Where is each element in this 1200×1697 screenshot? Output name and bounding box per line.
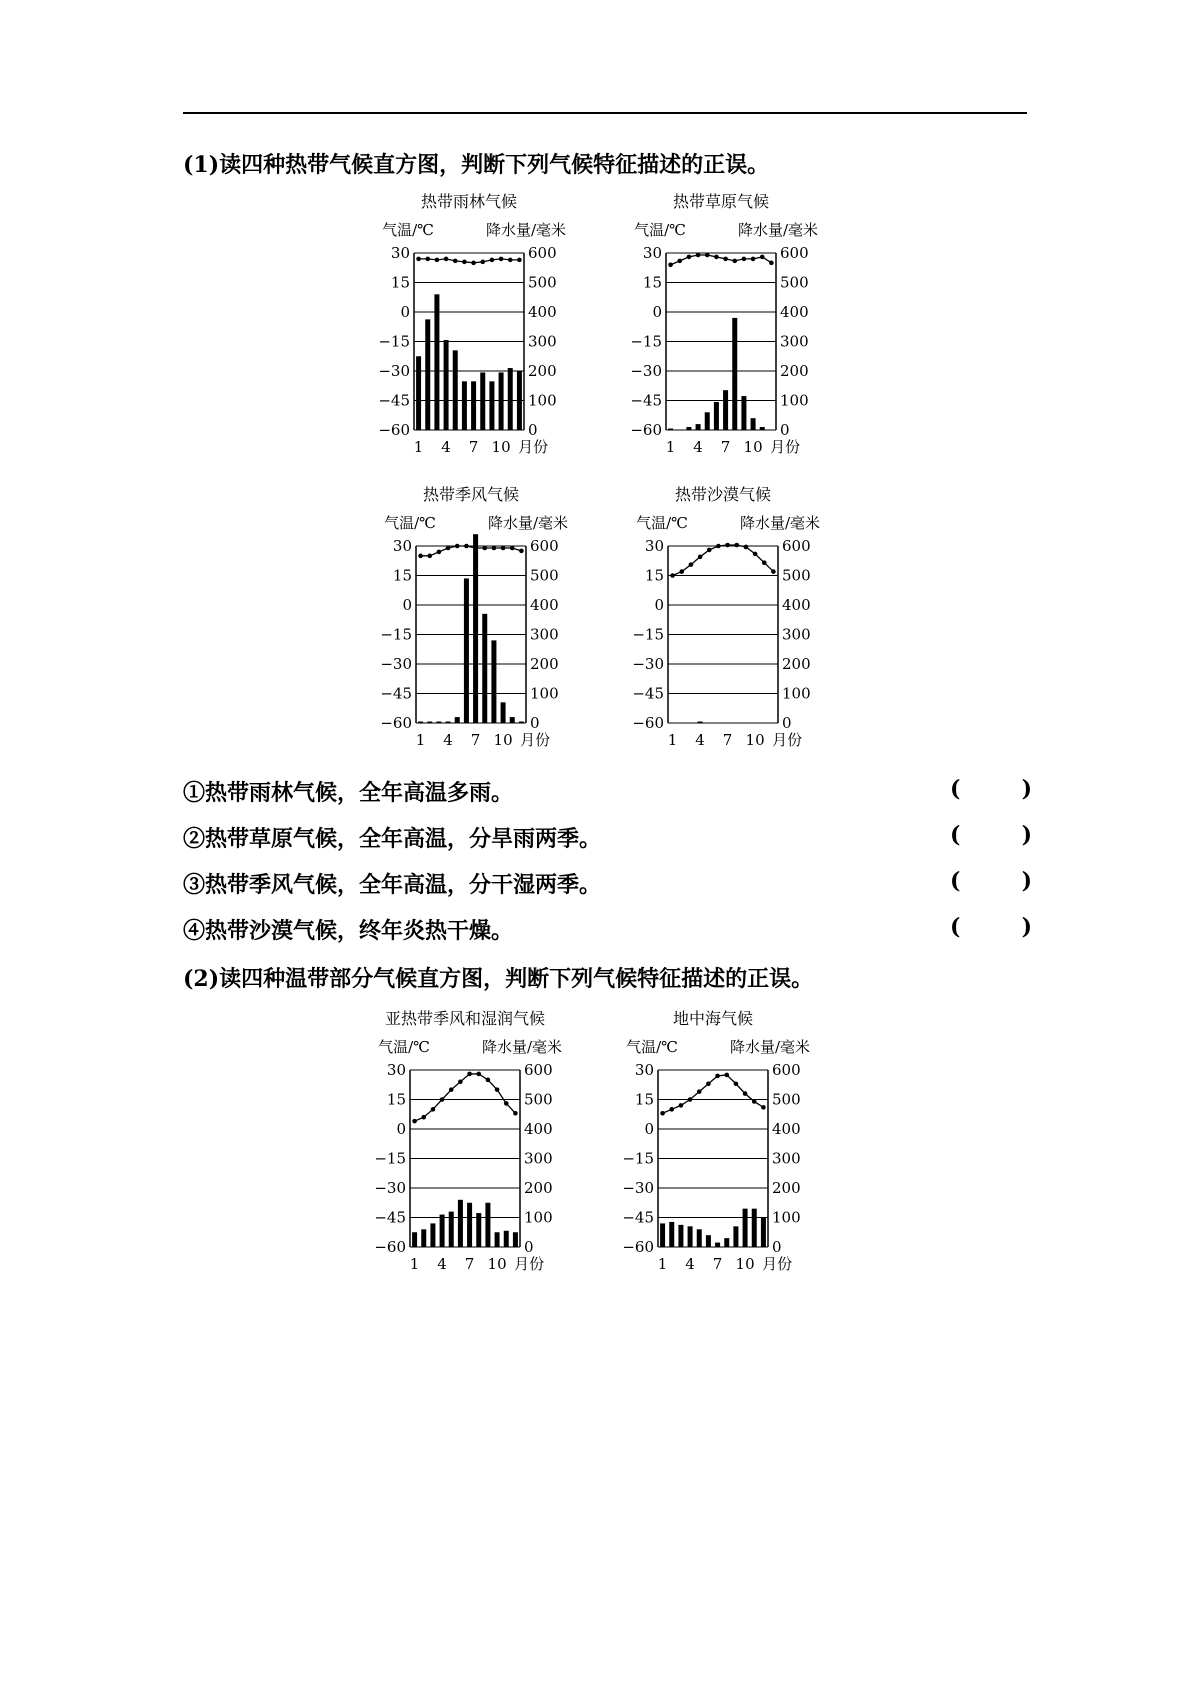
precip-tick-label: 100 <box>782 684 811 703</box>
temp-point <box>504 1101 509 1106</box>
precip-bar <box>723 390 728 430</box>
temp-tick-label: −60 <box>630 421 662 439</box>
precip-tick-label: 600 <box>780 244 809 262</box>
precip-bar <box>436 722 441 723</box>
precip-bar <box>733 1226 738 1247</box>
precip-bar <box>416 356 421 430</box>
precip-tick-label: 200 <box>772 1179 801 1197</box>
precip-tick-label: 0 <box>528 421 538 439</box>
precip-bar <box>705 412 710 430</box>
chart-subtropical-monsoon-humid <box>372 1010 562 1280</box>
temp-point <box>706 1081 711 1086</box>
temp-tick-label: −30 <box>378 362 410 380</box>
temp-point <box>464 544 469 549</box>
temp-point <box>697 1089 702 1094</box>
precip-bar <box>434 294 439 430</box>
precip-tick-label: 200 <box>524 1179 553 1197</box>
chart-title: 亚热带季风和湿润气候 <box>384 1009 546 1028</box>
temp-tick-label: −30 <box>622 1179 654 1197</box>
temp-point <box>412 1119 417 1124</box>
precip-bar <box>698 722 703 723</box>
precip-bar <box>462 381 467 430</box>
temp-point <box>753 552 758 557</box>
chart-title: 地中海气候 <box>672 1009 754 1028</box>
precip-bar <box>752 1209 757 1247</box>
temp-point <box>440 1097 445 1102</box>
temp-point <box>431 1107 436 1112</box>
precip-bar <box>688 1226 693 1247</box>
month-tick-label: 7 <box>712 1255 723 1273</box>
temp-tick-label: −15 <box>632 625 664 644</box>
temp-point <box>669 1107 674 1112</box>
temp-point <box>458 1080 463 1085</box>
precip-tick-label: 400 <box>524 1120 553 1138</box>
top-rule <box>183 112 1027 114</box>
temp-point <box>715 1074 720 1079</box>
precip-tick-label: 300 <box>772 1149 801 1168</box>
precip-bar <box>453 350 458 430</box>
temp-point <box>455 544 460 549</box>
precip-bar <box>519 722 524 723</box>
temp-tick-label: −60 <box>380 714 412 732</box>
temp-point <box>467 1072 472 1077</box>
temp-point <box>416 257 421 262</box>
temp-point <box>418 554 423 559</box>
temp-axis-label: 气温/℃ <box>378 1038 430 1056</box>
temp-point <box>762 560 767 565</box>
precip-tick-label: 600 <box>772 1061 801 1079</box>
temp-tick-label: 15 <box>644 566 664 585</box>
temp-point <box>723 257 728 262</box>
month-tick-label: 7 <box>468 438 479 456</box>
precip-bar <box>455 717 460 723</box>
month-tick-label: 4 <box>685 1255 695 1273</box>
temp-tick-label: −30 <box>630 362 662 380</box>
temp-tick-label: 30 <box>386 1061 406 1079</box>
precip-bar <box>696 424 701 430</box>
chart-title: 热带沙漠气候 <box>674 485 772 504</box>
temp-tick-label: −30 <box>374 1179 406 1197</box>
temp-point <box>519 549 524 554</box>
temp-line <box>419 259 520 263</box>
chart-tropical-desert <box>630 486 820 756</box>
temp-tick-label: 15 <box>390 273 410 292</box>
month-tick-label: 10 <box>487 1255 507 1273</box>
precip-tick-label: 500 <box>780 273 809 292</box>
temp-point <box>501 546 506 551</box>
temp-line <box>415 1074 516 1121</box>
temp-tick-label: 0 <box>652 303 662 321</box>
precip-bar <box>715 1243 720 1247</box>
chart-title: 热带季风气候 <box>422 485 520 504</box>
month-tick-label: 4 <box>695 731 705 749</box>
temp-line <box>663 1075 764 1113</box>
temp-point <box>492 546 497 551</box>
answer-blank-1[interactable]: ( ) <box>950 776 1033 802</box>
month-tick-label: 1 <box>667 731 678 749</box>
precip-bar <box>473 534 478 723</box>
statement-4: ④热带沙漠气候，终年炎热干燥。 <box>183 918 514 944</box>
temp-tick-label: −15 <box>378 332 410 351</box>
precip-bar <box>510 717 515 723</box>
precip-bar <box>495 1232 500 1247</box>
temp-point <box>760 255 765 260</box>
temp-point <box>716 544 721 549</box>
temp-axis-label: 气温/℃ <box>384 514 436 532</box>
month-tick-label: 10 <box>491 438 511 456</box>
temp-point <box>724 1073 729 1078</box>
precip-axis-label: 降水量/毫米 <box>481 1038 563 1056</box>
precip-bar <box>440 1215 445 1247</box>
temp-point <box>705 253 710 258</box>
precip-tick-label: 100 <box>524 1208 553 1227</box>
precip-bar <box>504 1231 509 1247</box>
chart-tropical-monsoon <box>378 486 568 756</box>
temp-tick-label: −60 <box>622 1238 654 1256</box>
temp-tick-label: 30 <box>392 537 412 555</box>
precip-tick-label: 0 <box>780 421 790 439</box>
month-tick-label: 10 <box>735 1255 755 1273</box>
chart-mediterranean <box>620 1010 810 1280</box>
precip-tick-label: 300 <box>528 332 557 351</box>
precip-bar <box>678 1225 683 1247</box>
precip-tick-label: 600 <box>528 244 557 262</box>
precip-axis-label: 降水量/毫米 <box>487 514 569 532</box>
temp-point <box>771 569 776 574</box>
temp-point <box>660 1111 665 1116</box>
temp-tick-label: −15 <box>374 1149 406 1168</box>
temp-line <box>673 545 774 575</box>
temp-point <box>670 573 675 578</box>
section1-heading: (1)读四种热带气候直方图，判断下列气候特征描述的正误。 <box>183 152 770 178</box>
precip-bar <box>458 1200 463 1247</box>
temp-axis-label: 气温/℃ <box>382 221 434 239</box>
temp-point <box>688 1097 693 1102</box>
precip-tick-label: 500 <box>524 1090 553 1109</box>
statement-1: ①热带雨林气候，全年高温多雨。 <box>183 780 514 806</box>
temp-point <box>425 257 430 262</box>
temp-tick-label: −60 <box>374 1238 406 1256</box>
temp-point <box>446 546 451 551</box>
temp-tick-label: −15 <box>622 1149 654 1168</box>
temp-point <box>698 555 703 560</box>
statement-3: ③热带季风气候，全年高温，分干湿两季。 <box>183 872 602 898</box>
month-tick-label: 7 <box>720 438 731 456</box>
precip-tick-label: 200 <box>530 655 559 673</box>
temp-point <box>490 258 495 263</box>
precip-bar <box>508 368 513 430</box>
temp-point <box>725 543 730 548</box>
temp-point <box>668 263 673 268</box>
temp-tick-label: −60 <box>378 421 410 439</box>
chart-tropical-savanna <box>628 193 818 463</box>
precip-tick-label: 100 <box>772 1208 801 1227</box>
temp-tick-label: 0 <box>402 596 412 614</box>
precip-tick-label: 100 <box>780 391 809 410</box>
precip-tick-label: 300 <box>524 1149 553 1168</box>
month-axis-label: 月份 <box>518 438 549 456</box>
precip-axis-label: 降水量/毫米 <box>737 221 819 239</box>
answer-blank-4[interactable]: ( ) <box>950 914 1033 940</box>
temp-tick-label: −45 <box>630 391 662 410</box>
temp-tick-label: −45 <box>378 391 410 410</box>
precip-bar <box>732 318 737 430</box>
month-tick-label: 7 <box>470 731 481 749</box>
precip-bar <box>499 372 504 430</box>
temp-point <box>743 1091 748 1096</box>
temp-tick-label: 30 <box>390 244 410 262</box>
temp-point <box>517 258 522 263</box>
temp-point <box>679 1103 684 1108</box>
temp-point <box>677 259 682 264</box>
precip-tick-label: 600 <box>782 537 811 555</box>
temp-point <box>473 546 478 551</box>
temp-tick-label: 0 <box>396 1120 406 1138</box>
month-tick-label: 10 <box>493 731 513 749</box>
precip-tick-label: 200 <box>528 362 557 380</box>
month-tick-label: 4 <box>437 1255 447 1273</box>
precip-bar <box>501 702 506 723</box>
temp-tick-label: 30 <box>644 537 664 555</box>
temp-tick-label: −45 <box>380 684 412 703</box>
month-tick-label: 4 <box>441 438 451 456</box>
precip-tick-label: 0 <box>530 714 540 732</box>
precip-bar <box>669 1222 674 1247</box>
temp-point <box>742 257 747 262</box>
temp-point <box>510 546 515 551</box>
precip-tick-label: 300 <box>780 332 809 351</box>
chart-title: 热带草原气候 <box>672 192 770 211</box>
month-tick-label: 4 <box>693 438 703 456</box>
temp-tick-label: −15 <box>380 625 412 644</box>
precip-tick-label: 400 <box>782 596 811 614</box>
temp-point <box>679 569 684 574</box>
temp-point <box>687 255 692 260</box>
precip-tick-label: 0 <box>524 1238 534 1256</box>
month-axis-label: 月份 <box>514 1255 545 1273</box>
precip-tick-label: 400 <box>528 303 557 321</box>
temp-point <box>435 258 440 263</box>
precip-bar <box>751 418 756 430</box>
precip-bar <box>714 402 719 430</box>
precip-tick-label: 600 <box>524 1061 553 1079</box>
temp-point <box>462 260 467 265</box>
temp-tick-label: 0 <box>400 303 410 321</box>
chart-title: 热带雨林气候 <box>420 192 518 211</box>
temp-tick-label: 15 <box>392 566 412 585</box>
temp-point <box>453 259 458 264</box>
temp-tick-label: 0 <box>654 596 664 614</box>
precip-tick-label: 400 <box>780 303 809 321</box>
temp-tick-label: 15 <box>386 1090 406 1109</box>
precip-bar <box>743 1209 748 1247</box>
temp-point <box>449 1087 454 1092</box>
temp-tick-label: 30 <box>634 1061 654 1079</box>
precip-bar <box>686 427 691 430</box>
temp-point <box>734 1081 739 1086</box>
month-axis-label: 月份 <box>762 1255 793 1273</box>
temp-tick-label: −45 <box>374 1208 406 1227</box>
precip-tick-label: 400 <box>772 1120 801 1138</box>
precip-tick-label: 0 <box>782 714 792 732</box>
statement-2: ②热带草原气候，全年高温，分旱雨两季。 <box>183 826 602 852</box>
precip-tick-label: 200 <box>782 655 811 673</box>
precip-bar <box>418 722 423 723</box>
precip-bar <box>760 427 765 430</box>
temp-point <box>508 258 513 263</box>
temp-point <box>471 261 476 266</box>
precip-bar <box>668 429 673 430</box>
answer-blank-2[interactable]: ( ) <box>950 822 1033 848</box>
precip-tick-label: 500 <box>530 566 559 585</box>
precip-axis-label: 降水量/毫米 <box>485 221 567 239</box>
temp-axis-label: 气温/℃ <box>634 221 686 239</box>
temp-point <box>761 1105 766 1110</box>
precip-bar <box>412 1232 417 1247</box>
temp-point <box>696 253 701 258</box>
precip-bar <box>480 372 485 430</box>
month-tick-label: 1 <box>409 1255 420 1273</box>
temp-point <box>513 1111 518 1116</box>
month-tick-label: 4 <box>443 731 453 749</box>
month-tick-label: 1 <box>657 1255 668 1273</box>
precip-bar <box>464 578 469 723</box>
precip-bar <box>660 1223 665 1247</box>
temp-point <box>421 1115 426 1120</box>
precip-bar <box>471 381 476 430</box>
precip-tick-label: 0 <box>772 1238 782 1256</box>
temp-axis-label: 气温/℃ <box>626 1038 678 1056</box>
month-axis-label: 月份 <box>520 731 551 749</box>
temp-point <box>734 543 739 548</box>
precip-bar <box>430 1223 435 1247</box>
temp-point <box>707 548 712 553</box>
precip-tick-label: 500 <box>782 566 811 585</box>
precip-bar <box>446 722 451 723</box>
precip-bar <box>761 1218 766 1248</box>
section2-heading: (2)读四种温带部分气候直方图，判断下列气候特征描述的正误。 <box>183 966 814 992</box>
precip-bar <box>421 1229 426 1247</box>
temp-axis-label: 气温/℃ <box>636 514 688 532</box>
precip-bar <box>513 1232 518 1247</box>
temp-point <box>476 1072 481 1077</box>
precip-bar <box>491 640 496 723</box>
temp-point <box>732 259 737 264</box>
temp-point <box>744 545 749 550</box>
month-axis-label: 月份 <box>770 438 801 456</box>
precip-tick-label: 300 <box>782 625 811 644</box>
temp-tick-label: −60 <box>632 714 664 732</box>
precip-bar <box>489 381 494 430</box>
temp-tick-label: 15 <box>634 1090 654 1109</box>
precip-bar <box>444 340 449 430</box>
month-tick-label: 10 <box>745 731 765 749</box>
temp-line <box>671 255 772 265</box>
temp-tick-label: −45 <box>622 1208 654 1227</box>
precip-bar <box>485 1203 490 1247</box>
month-tick-label: 1 <box>665 438 676 456</box>
month-tick-label: 1 <box>415 731 426 749</box>
month-tick-label: 7 <box>464 1255 475 1273</box>
temp-line <box>421 546 522 556</box>
precip-tick-label: 500 <box>772 1090 801 1109</box>
temp-tick-label: −15 <box>630 332 662 351</box>
temp-point <box>427 554 432 559</box>
month-tick-label: 7 <box>722 731 733 749</box>
precip-bar <box>449 1212 454 1247</box>
temp-tick-label: −30 <box>380 655 412 673</box>
temp-point <box>480 260 485 265</box>
precip-tick-label: 400 <box>530 596 559 614</box>
answer-blank-3[interactable]: ( ) <box>950 868 1033 894</box>
month-tick-label: 1 <box>413 438 424 456</box>
month-axis-label: 月份 <box>772 731 803 749</box>
precip-tick-label: 100 <box>530 684 559 703</box>
temp-point <box>495 1087 500 1092</box>
precip-bar <box>482 614 487 723</box>
precip-axis-label: 降水量/毫米 <box>729 1038 811 1056</box>
precip-tick-label: 300 <box>530 625 559 644</box>
precip-tick-label: 600 <box>530 537 559 555</box>
temp-tick-label: 15 <box>642 273 662 292</box>
chart-tropical-rainforest <box>376 193 566 463</box>
precip-bar <box>425 319 430 430</box>
temp-tick-label: 30 <box>642 244 662 262</box>
precip-tick-label: 500 <box>528 273 557 292</box>
temp-point <box>437 550 442 555</box>
temp-point <box>689 562 694 567</box>
precip-bar <box>706 1235 711 1247</box>
precip-bar <box>427 722 432 723</box>
temp-point <box>486 1078 491 1083</box>
precip-tick-label: 100 <box>528 391 557 410</box>
precip-bar <box>724 1238 729 1247</box>
precip-tick-label: 200 <box>780 362 809 380</box>
temp-point <box>444 257 449 262</box>
temp-tick-label: 0 <box>644 1120 654 1138</box>
temp-tick-label: −45 <box>632 684 664 703</box>
temp-point <box>752 1099 757 1104</box>
precip-axis-label: 降水量/毫米 <box>739 514 821 532</box>
precip-bar <box>517 371 522 430</box>
temp-point <box>714 255 719 260</box>
precip-bar <box>467 1203 472 1247</box>
month-tick-label: 10 <box>743 438 763 456</box>
temp-point <box>499 257 504 262</box>
temp-point <box>751 257 756 262</box>
temp-tick-label: −30 <box>632 655 664 673</box>
precip-bar <box>697 1229 702 1247</box>
precip-bar <box>741 396 746 430</box>
temp-point <box>769 261 774 266</box>
precip-bar <box>476 1213 481 1247</box>
temp-point <box>482 546 487 551</box>
